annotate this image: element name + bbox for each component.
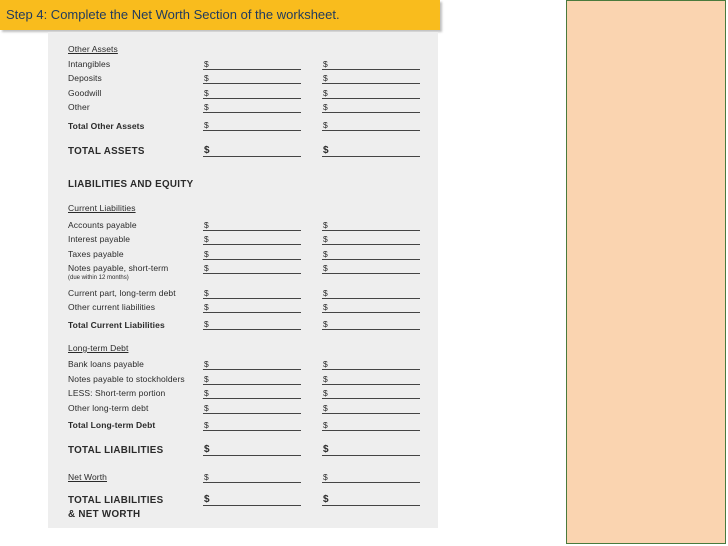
- dollar-sign: $: [204, 263, 209, 273]
- current-liabilities-heading: Current Liabilities: [68, 203, 136, 213]
- dollar-sign: $: [323, 288, 328, 298]
- dollar-sign: $: [323, 102, 328, 112]
- accounts-payable-col1[interactable]: [203, 220, 301, 231]
- net-worth-col2[interactable]: [322, 472, 420, 483]
- deposits-col1[interactable]: [203, 73, 301, 84]
- net-worth-label: Net Worth: [68, 472, 108, 482]
- interest-payable-col2[interactable]: [322, 234, 420, 245]
- dollar-sign: $: [204, 145, 210, 156]
- notes-payable-note: (due within 12 months): [68, 275, 129, 281]
- taxes-payable-col2[interactable]: [322, 249, 420, 260]
- accounts-payable-col2[interactable]: [322, 220, 420, 231]
- current-part-ltd-col1[interactable]: [203, 288, 301, 299]
- dollar-sign: $: [204, 319, 209, 329]
- dollar-sign: $: [323, 234, 328, 244]
- dollar-sign: $: [323, 263, 328, 273]
- interest-payable-label: Interest payable: [68, 234, 131, 244]
- other-col1[interactable]: [203, 102, 301, 113]
- dollar-sign: $: [323, 420, 328, 430]
- other-current-liabilities-label: Other current liabilities: [68, 302, 156, 312]
- dollar-sign: $: [204, 220, 209, 230]
- dollar-sign: $: [204, 302, 209, 312]
- dollar-sign: $: [323, 374, 328, 384]
- dollar-sign: $: [204, 120, 209, 130]
- long-term-debt-heading: Long-term Debt: [68, 343, 129, 353]
- dollar-sign: $: [204, 494, 210, 505]
- total-assets-col1[interactable]: [203, 146, 301, 157]
- interest-payable-col1[interactable]: [203, 234, 301, 245]
- other-col2[interactable]: [322, 102, 420, 113]
- dollar-sign: $: [323, 319, 328, 329]
- dollar-sign: $: [323, 444, 329, 455]
- deposits-label: Deposits: [68, 73, 102, 83]
- total-liabilities-col2[interactable]: [322, 445, 420, 456]
- bank-loans-payable-col2[interactable]: [322, 359, 420, 370]
- less-short-term-portion-col1[interactable]: [203, 388, 301, 399]
- dollar-sign: $: [323, 388, 328, 398]
- intangibles-col1[interactable]: [203, 59, 301, 70]
- total-liabilities-net-worth-col1[interactable]: [203, 495, 301, 506]
- intangibles-col2[interactable]: [322, 59, 420, 70]
- total-liabilities-net-worth-label-line2: & NET WORTH: [68, 509, 141, 520]
- total-assets-label: TOTAL ASSETS: [68, 146, 145, 157]
- dollar-sign: $: [204, 472, 209, 482]
- other-label: Other: [68, 102, 90, 112]
- dollar-sign: $: [204, 288, 209, 298]
- notes-payable-stockholders-col2[interactable]: [322, 374, 420, 385]
- dollar-sign: $: [204, 59, 209, 69]
- other-current-liabilities-col2[interactable]: [322, 302, 420, 313]
- bank-loans-payable-col1[interactable]: [203, 359, 301, 370]
- net-worth-col1[interactable]: [203, 472, 301, 483]
- accounts-payable-label: Accounts payable: [68, 220, 137, 230]
- total-other-assets-label: Total Other Assets: [68, 121, 145, 131]
- total-current-liabilities-col1[interactable]: [203, 319, 301, 330]
- current-part-ltd-label: Current part, long-term debt: [68, 288, 176, 298]
- goodwill-label: Goodwill: [68, 88, 102, 98]
- notes-payable-short-label: Notes payable, short-term: [68, 263, 169, 273]
- taxes-payable-col1[interactable]: [203, 249, 301, 260]
- step-banner-text: Step 4: Complete the Net Worth Section of the worksheet.: [6, 7, 340, 22]
- dollar-sign: $: [323, 249, 328, 259]
- intangibles-label: Intangibles: [68, 59, 111, 69]
- dollar-sign: $: [323, 494, 329, 505]
- dollar-sign: $: [323, 472, 328, 482]
- side-panel: [566, 0, 726, 544]
- dollar-sign: $: [204, 234, 209, 244]
- dollar-sign: $: [323, 59, 328, 69]
- taxes-payable-label: Taxes payable: [68, 249, 124, 259]
- total-liabilities-label: TOTAL LIABILITIES: [68, 445, 164, 456]
- dollar-sign: $: [323, 220, 328, 230]
- notes-payable-short-col1[interactable]: [203, 263, 301, 274]
- less-short-term-portion-col2[interactable]: [322, 388, 420, 399]
- dollar-sign: $: [204, 249, 209, 259]
- dollar-sign: $: [323, 359, 328, 369]
- total-liabilities-col1[interactable]: [203, 445, 301, 456]
- total-assets-col2[interactable]: [322, 146, 420, 157]
- net-worth-worksheet: [48, 32, 438, 528]
- dollar-sign: $: [323, 145, 329, 156]
- notes-payable-stockholders-col1[interactable]: [203, 374, 301, 385]
- total-current-liabilities-label: Total Current Liabilities: [68, 320, 165, 330]
- dollar-sign: $: [204, 420, 209, 430]
- dollar-sign: $: [323, 73, 328, 83]
- bank-loans-payable-label: Bank loans payable: [68, 359, 144, 369]
- other-assets-heading: Other Assets: [68, 44, 118, 54]
- step-banner: [0, 0, 440, 30]
- dollar-sign: $: [204, 403, 209, 413]
- notes-payable-short-col2[interactable]: [322, 263, 420, 274]
- total-other-assets-col2[interactable]: [322, 120, 420, 131]
- total-long-term-debt-col1[interactable]: [203, 420, 301, 431]
- total-current-liabilities-col2[interactable]: [322, 319, 420, 330]
- dollar-sign: $: [323, 302, 328, 312]
- dollar-sign: $: [323, 88, 328, 98]
- dollar-sign: $: [323, 120, 328, 130]
- current-part-ltd-col2[interactable]: [322, 288, 420, 299]
- liabilities-equity-heading: LIABILITIES AND EQUITY: [68, 179, 194, 190]
- total-liabilities-net-worth-col2[interactable]: [322, 495, 420, 506]
- other-current-liabilities-col1[interactable]: [203, 302, 301, 313]
- dollar-sign: $: [204, 73, 209, 83]
- deposits-col2[interactable]: [322, 73, 420, 84]
- dollar-sign: $: [204, 374, 209, 384]
- total-other-assets-col1[interactable]: [203, 120, 301, 131]
- less-short-term-portion-label: LESS: Short-term portion: [68, 388, 166, 398]
- goodwill-col2[interactable]: [322, 88, 420, 99]
- total-liabilities-net-worth-label-line1: TOTAL LIABILITIES: [68, 495, 164, 506]
- dollar-sign: $: [204, 444, 210, 455]
- total-long-term-debt-label: Total Long-term Debt: [68, 420, 156, 430]
- dollar-sign: $: [204, 388, 209, 398]
- dollar-sign: $: [204, 88, 209, 98]
- notes-payable-stockholders-label: Notes payable to stockholders: [68, 374, 185, 384]
- other-long-term-debt-label: Other long-term debt: [68, 403, 149, 413]
- dollar-sign: $: [323, 403, 328, 413]
- other-long-term-debt-col2[interactable]: [322, 403, 420, 414]
- total-long-term-debt-col2[interactable]: [322, 420, 420, 431]
- goodwill-col1[interactable]: [203, 88, 301, 99]
- dollar-sign: $: [204, 359, 209, 369]
- other-long-term-debt-col1[interactable]: [203, 403, 301, 414]
- dollar-sign: $: [204, 102, 209, 112]
